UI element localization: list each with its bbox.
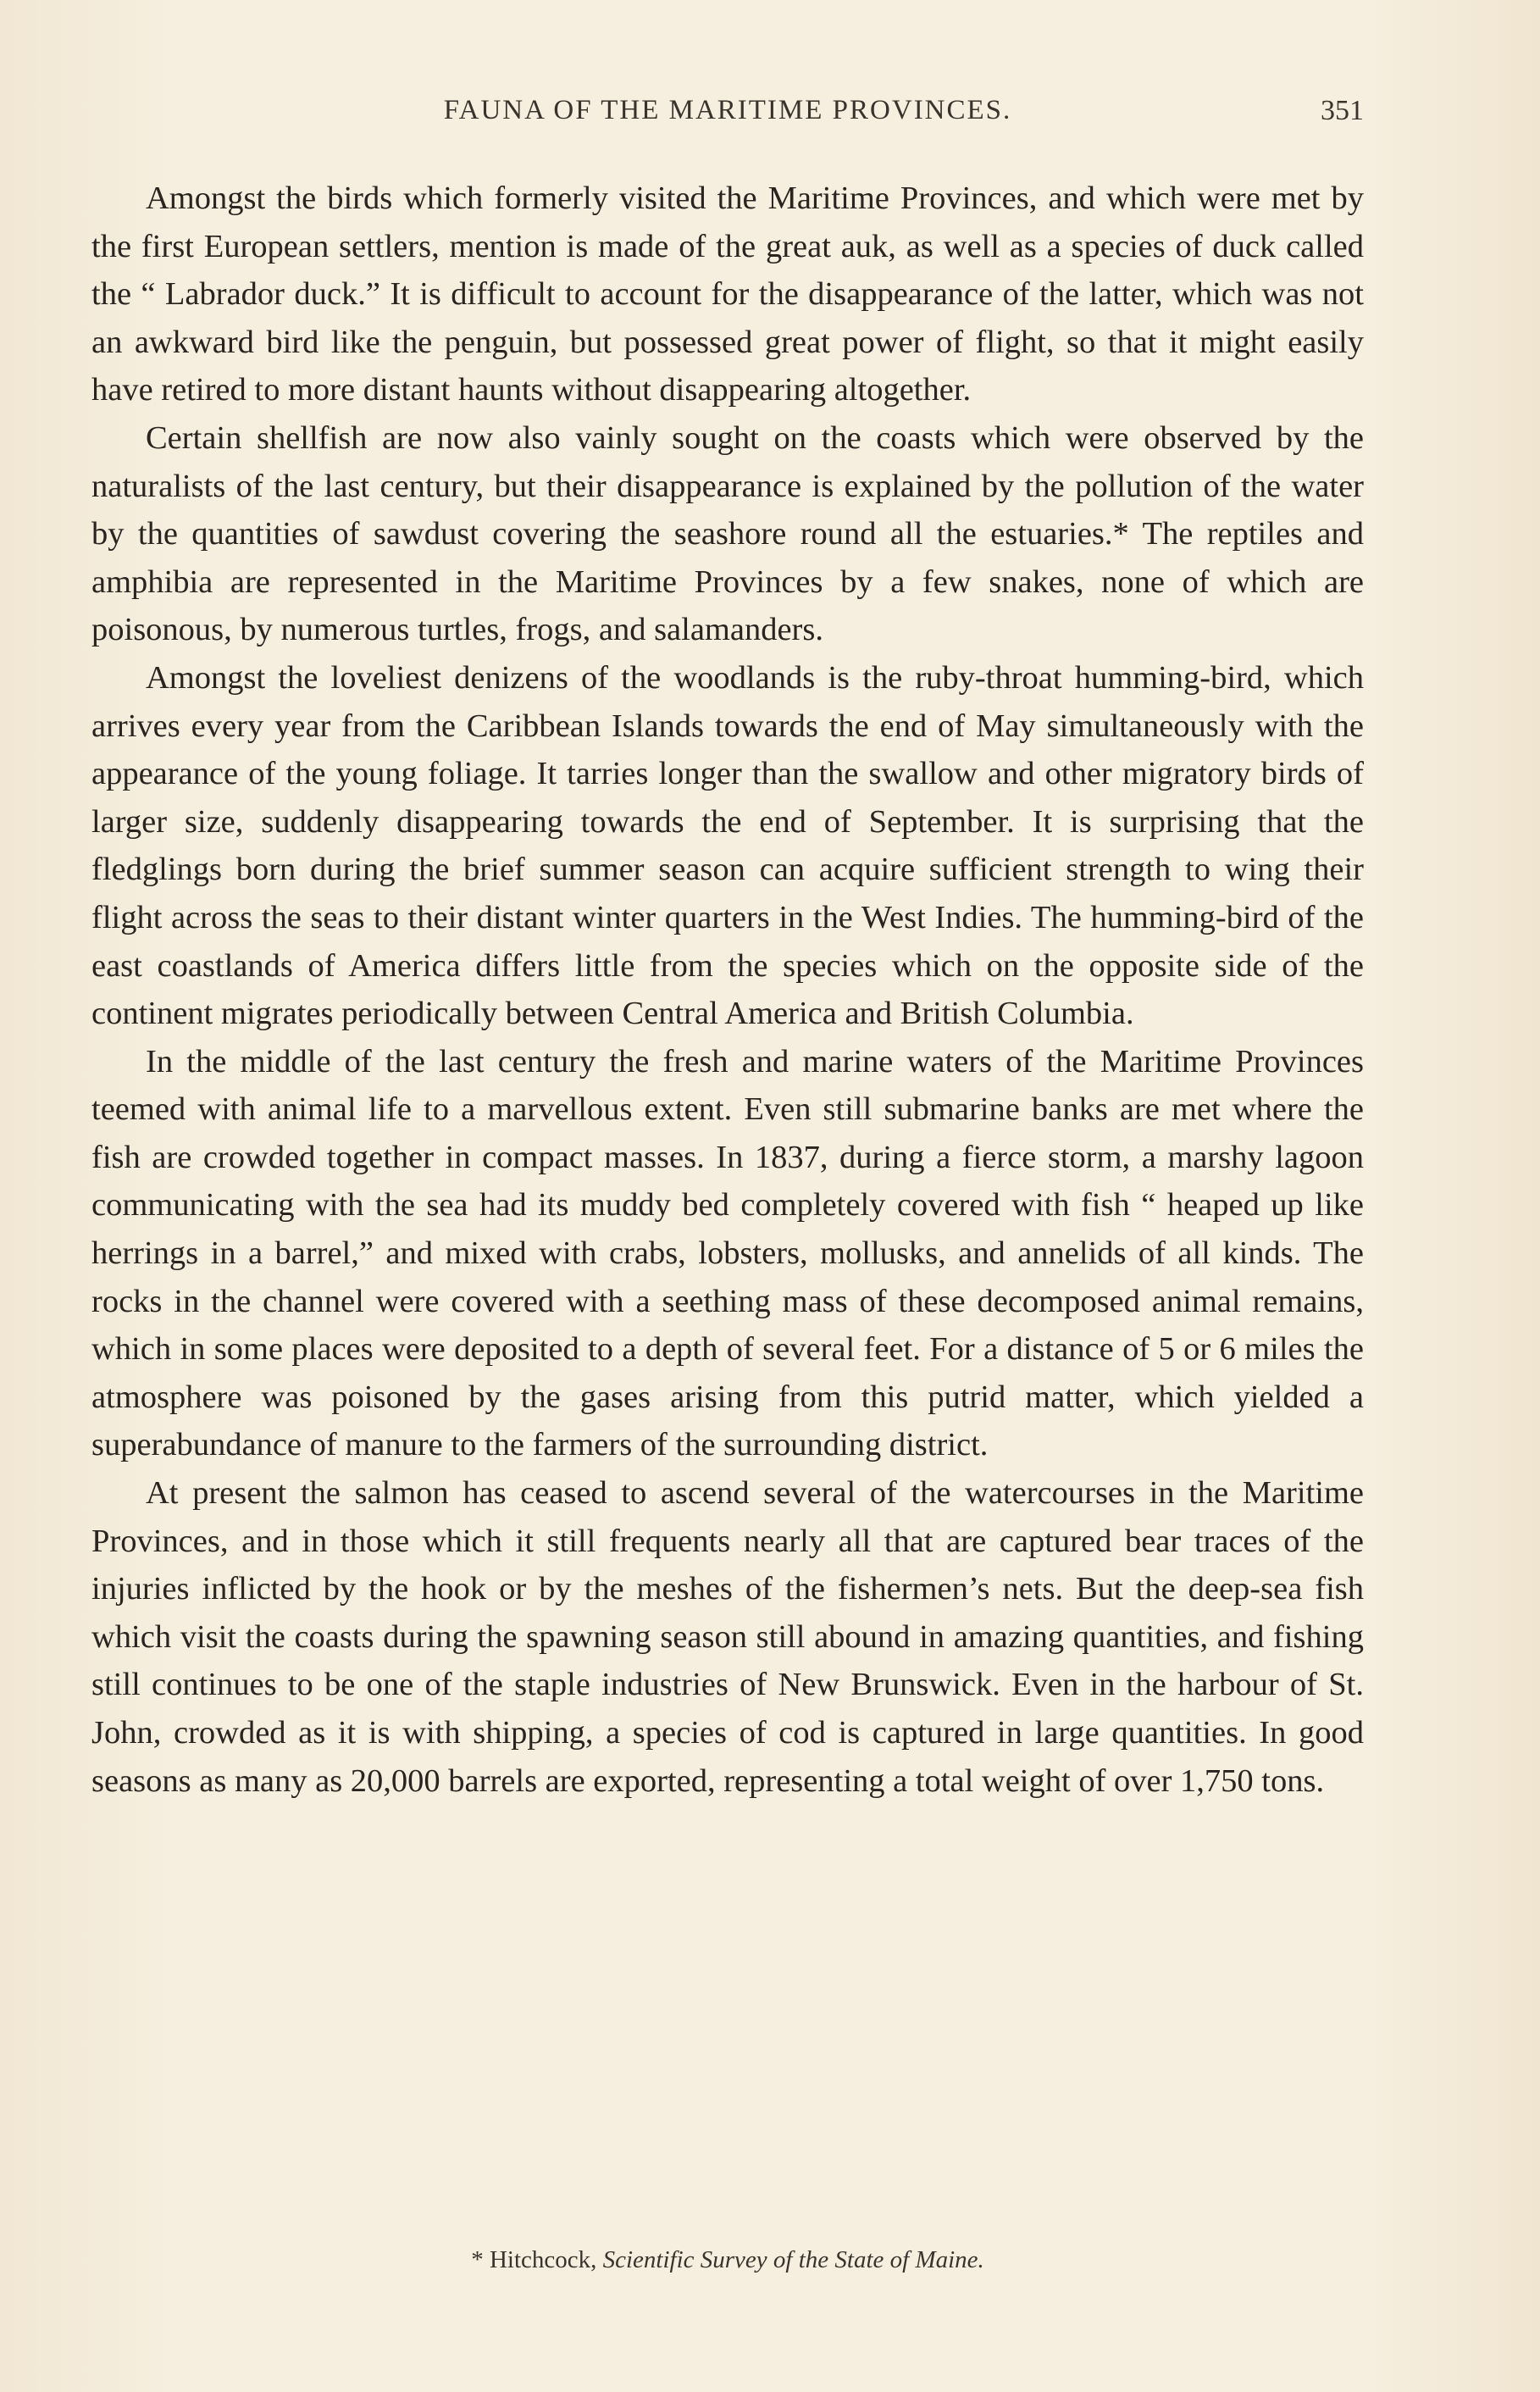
body-text <box>91 175 1364 1805</box>
footnote-author: * Hitchcock, <box>471 2246 603 2273</box>
paragraph-marine-life: In the middle of the last century the fresh and marine waters of the Maritime Provinces teemed with animal life to a marvellous extent. Even still submarine banks are met where the fish are crowded together in compact masses. In 1837, during a fierce storm, a marshy lagoon communicating with the sea had its muddy bed completely covered with fish “ heaped up like herrings in a barrel,” and mixed with crabs, lobsters, mollusks, and annelids of all kinds. The rocks in the channel were covered with a seething mass of these decomposed animal remains, which in some places were deposited to a depth of several feet. For a distance of 5 or 6 miles the atmosphere was poisoned by the gases arising from this putrid matter, which yielded a superabundance of manure to the farmers of the surrounding district. <box>91 1043 1364 1463</box>
running-head: FAUNA OF THE MARITIME PROVINCES. <box>443 95 1012 125</box>
footnote <box>91 2246 1364 2274</box>
footnote-title: Scientific Survey of the State of Maine. <box>602 2246 984 2273</box>
paragraph-shellfish-reptiles: Certain shellfish are now also vainly sought on the coasts which were observed by the naturalists of the last century, but their disappearance is explained by the pollution of the water by the quantities of sawdust covering the seashore round all the estuaries.* The reptiles and amphibia are represented in the Maritime Provinces by a few snakes, none of which are poisonous, by numerous turtles, frogs, and salamanders. <box>91 419 1364 648</box>
paragraph-extinct-birds: Amongst the birds which formerly visited the Maritime Provinces, and which were met by the first European settlers, mention is made of the great auk, as well as a species of duck called the “ Labrador duck.” It is difficult to account for the disappearance of the latter, which was not an awkward bird like the penguin, but possessed great power of flight, so that it might easily have retired to more distant haunts without disappearing altogether. <box>91 180 1364 408</box>
paragraph-hummingbird: Amongst the loveliest denizens of the woodlands is the ruby-throat humming-bird, which arrives every year from the Caribbean Islands towards the end of May simultaneously with the appearance of the young foliage. It tarries longer than the swallow and other migratory birds of larger size, suddenly disappearing towards the end of September. It is surprising that the fledglings born during the brief summer season can acquire sufficient strength to wing their flight across the seas to their distant winter quarters in the West Indies. The humming-bird of the east coastlands of America differs little from the species which on the opposite side of the continent migrates periodically between Central America and British Columbia. <box>91 659 1364 1032</box>
paragraph-fisheries: At present the salmon has ceased to ascend several of the watercourses in the Maritime Provinces, and in those which it still frequents nearly all that are captured bear traces of the injuries inflicted by the hook or by the meshes of the fishermen’s nets. But the deep-sea fish which visit the coasts during the spawning season still abound in amazing quantities, and fishing still continues to be one of the staple industries of New Brunswick. Even in the harbour of St. John, crowded as it is with shipping, a species of cod is captured in large quantities. In good seasons as many as 20,000 barrels are exported, representing a total weight of over 1,750 tons. <box>91 1475 1364 1799</box>
page-header <box>91 95 1364 137</box>
page-number: 351 <box>1321 95 1364 126</box>
